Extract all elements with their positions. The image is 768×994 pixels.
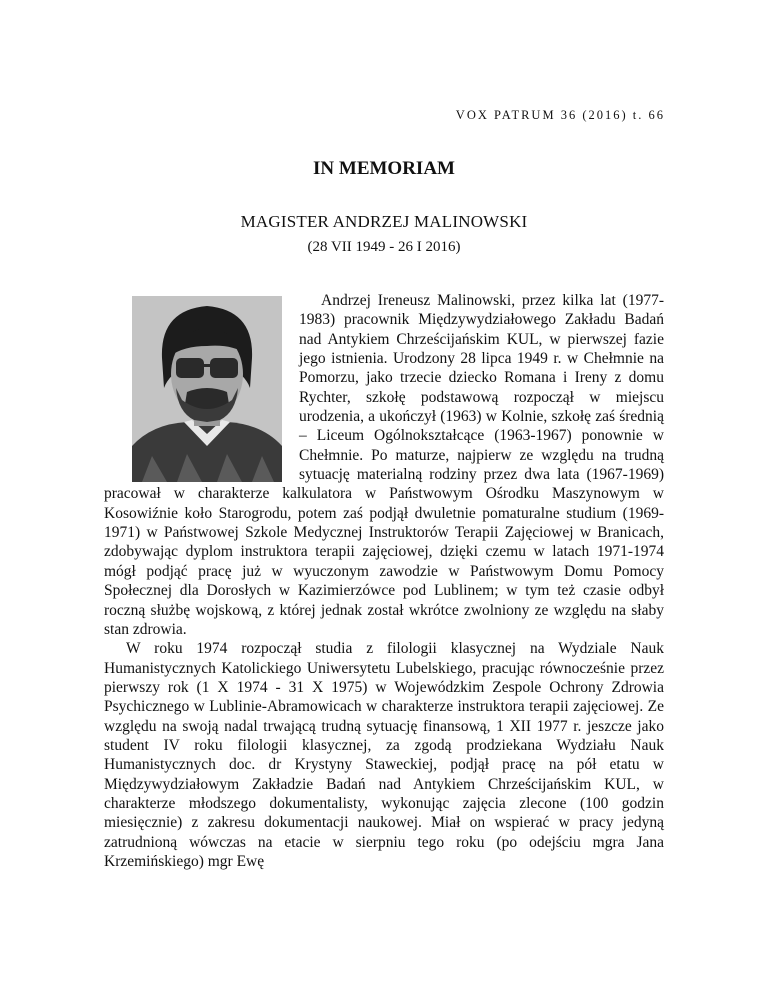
paragraph: W roku 1974 rozpoczął studia z filologii klasycznej na Wydziale Nauk Humanistycznych Katolickiego Uniwersytetu Lubelskiego, pracując równocześnie przez pierwszy rok (1 X 1974 - 31 X 1975) w Wojewódzkim Zespole Ochrony Zdrowia Psychicznego w Lublinie-Abramowicach w charakterze instruktora terapii zajęciowej. Ze względu na swoją nadal trwającą trudną sytuację finansową, 1 XII 1977 r. jeszcze jako student IV roku filologii klasycznej, za zgodą prodziekana Wydziału Nauk Humanistycznych doc. dr Krystyny Staweckiej, podjął pracę na pół etatu w Międzywydziałowym Zakładzie Badań nad Antykiem Chrześcijańskim KUL, w charakterze młodszego dokumentalisty, wykonując zajęcia zlecone (100 godzin miesięcznie) z zakresu dokumentacji naukowej. Miał on wspierać w pracy jedyną zatrudnioną wówczas na etacie w sierpniu tego roku (po odejściu mgra Jana Krzemińskiego) mgr Ewę [104, 640, 664, 870]
article-title: MAGISTER ANDRZEJ MALINOWSKI [240, 212, 528, 231]
paragraph: Andrzej Ireneusz Malinowski, przez kilka lat (1977-1983) pracownik Międzywydziałowego Zakładu Badań nad Antykiem Chrześcijańskim KUL, w pierwszej fazie jego istnienia. Urodzony 28 lipca 1949 r. w Chełmnie na Pomorzu, jako trzecie dziecko Romana i Ireny z domu Rychter, szkołę podstawową rozpoczął w miejscu urodzenia, a ukończył (1963) w Kolnie, szkołę zaś średnią – Liceum Ogólnokształcące (1963-1967) ponownie w Chełmnie. Po maturze, najpierw ze względu na trudną sytuację materialną rodziny przez dwa lata (1967-1969) pracował w charakterze kalkulatora w Państwowym Ośrodku Maszynowym w Kosowiźnie koło Starogrodu, potem zaś podjął dwuletnie pomaturalne studium (1969-1971) w Państwowej Szkole Medycznej Instruktorów Terapii Zajęciowej w Branicach, zdobywając dyplom instruktora terapii zajęciowej, dzięki czemu w latach 1971-1974 mógł podjąć pracę już w wyuczonym zawodzie w Państwowym Domu Pomocy Społecznej dla Dorosłych w Kazimierzówce pod Lublinem; w tym też czasie odbył roczną służbę wojskową, z której jednak został wkrótce zwolniony ze względu na słaby stan zdrowia. [104, 292, 664, 638]
section-title: IN MEMORIAM [313, 158, 455, 179]
article-body [104, 291, 664, 871]
photo-text-wrap [104, 291, 299, 483]
life-dates: (28 VII 1949 - 26 I 2016) [307, 239, 461, 255]
running-head: VOX PATRUM 36 (2016) t. 66 [455, 108, 665, 122]
